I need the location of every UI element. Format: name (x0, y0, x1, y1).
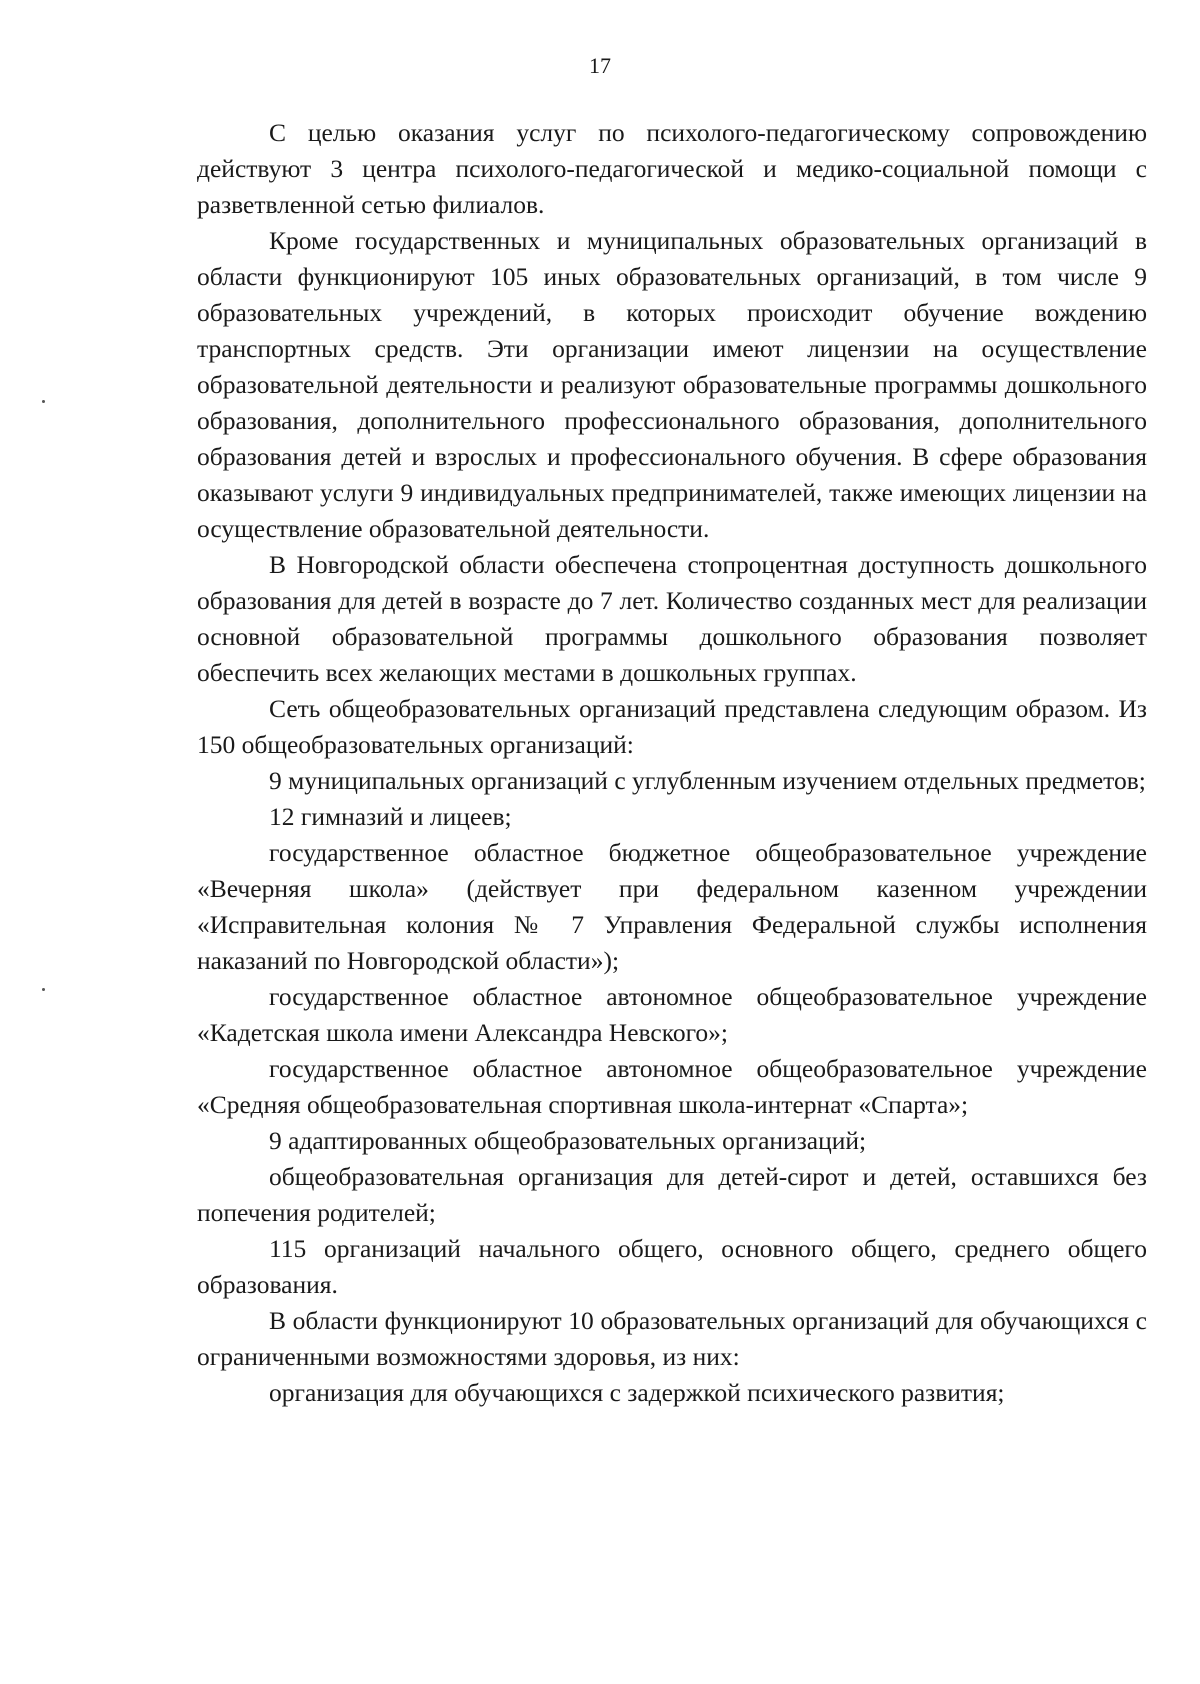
document-body (197, 115, 1147, 1411)
margin-dot (42, 400, 45, 403)
paragraph: 9 муниципальных организаций с углубленным изучением отдельных предметов; (269, 766, 1146, 795)
paragraph: государственное областное автономное общеобразовательное учреждение «Кадетская школа имени Александра Невского»; (197, 982, 1147, 1047)
paragraph: государственное областное автономное общеобразовательное учреждение «Средняя общеобразовательная спортивная школа-интернат «Спарта»; (197, 1054, 1147, 1119)
paragraph: государственное областное бюджетное общеобразовательное учреждение «Вечерняя школа» (действует при федеральном казенном учреждении «Исправительная колония № 7 Управления Федеральной службы исполнения наказаний по Новгородской области»); (197, 838, 1147, 975)
paragraph: В области функционируют 10 образовательных организаций для обучающихся с ограниченными возможностями здоровья, из них: (197, 1306, 1147, 1371)
paragraph: организация для обучающихся с задержкой психического развития; (269, 1378, 1005, 1407)
paragraph: общеобразовательная организация для детей-сирот и детей, оставшихся без попечения родителей; (197, 1162, 1147, 1227)
paragraph: 9 адаптированных общеобразовательных организаций; (269, 1126, 867, 1155)
paragraph: 12 гимназий и лицеев; (269, 802, 512, 831)
margin-dot (42, 988, 45, 991)
paragraph: С целью оказания услуг по психолого-педагогическому сопровождению действуют 3 центра психолого-педагогической и медико-социальной помощи с разветвленной сетью филиалов. (197, 118, 1147, 219)
page-number: 17 (589, 53, 611, 78)
paragraph: 115 организаций начального общего, основного общего, среднего общего образования. (197, 1234, 1147, 1299)
paragraph: Кроме государственных и муниципальных образовательных организаций в области функционируют 105 иных образовательных организаций, в том числе 9 образовательных учреждений, в которых происходит обучение вождению транспортных средств. Эти организации имеют лицензии на осуществление образовательной деятельности и реализуют образовательные программы дошкольного образования, дополнительного профессионального образования, дополнительного образования детей и взрослых и профессионального обучения. В сфере образования оказывают услуги 9 индивидуальных предпринимателей, также имеющих лицензии на осуществление образовательной деятельности. (197, 226, 1147, 543)
paragraph: В Новгородской области обеспечена стопроцентная доступность дошкольного образования для детей в возрасте до 7 лет. Количество созданных мест для реализации основной образовательной программы дошкольного образования позволяет обеспечить всех желающих местами в дошкольных группах. (197, 550, 1147, 687)
paragraph: Сеть общеобразовательных организаций представлена следующим образом. Из 150 общеобразовательных организаций: (197, 694, 1147, 759)
